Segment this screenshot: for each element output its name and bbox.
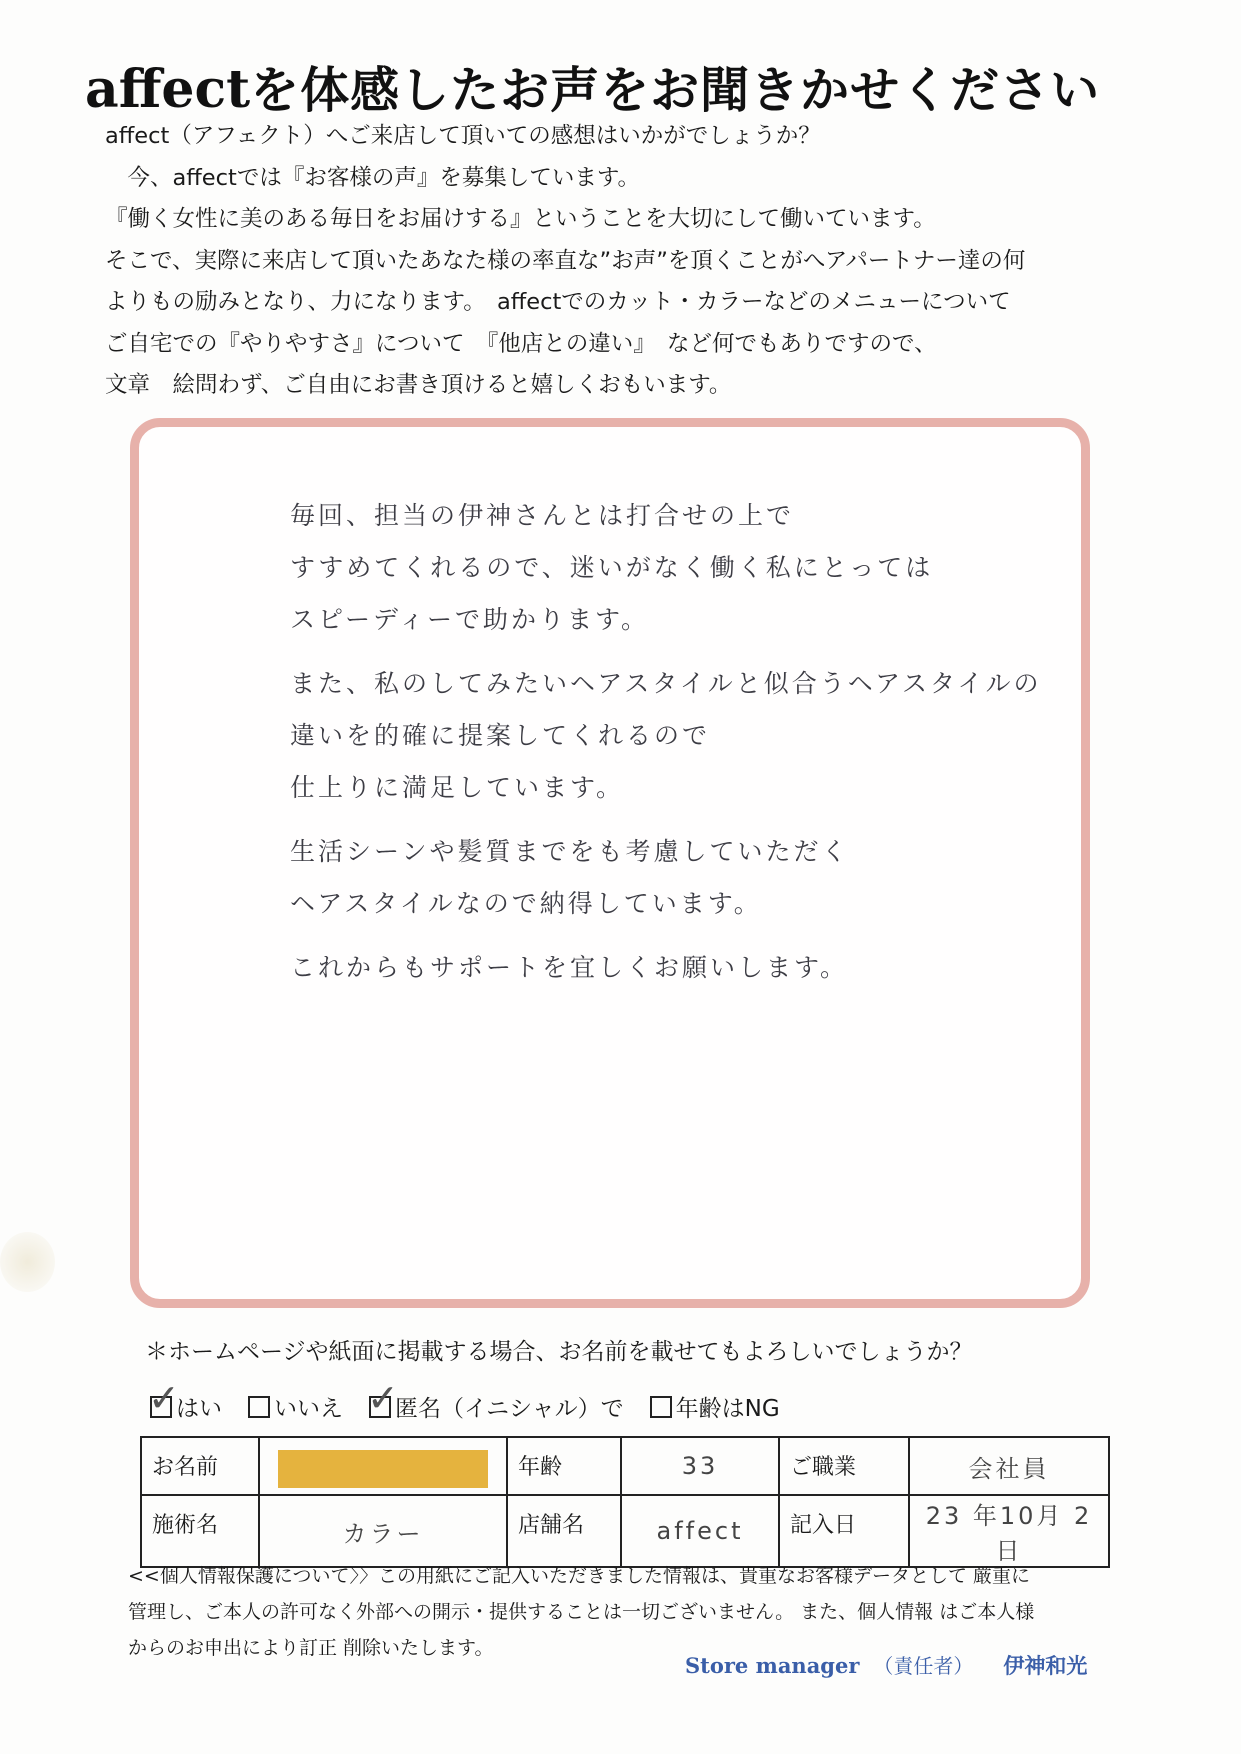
checkbox-no[interactable] — [248, 1396, 270, 1418]
redacted-name — [278, 1450, 488, 1488]
store-manager-signature — [685, 1650, 1087, 1680]
date-label: 記入日 — [779, 1495, 909, 1567]
name-field[interactable] — [259, 1437, 507, 1495]
title-text: を体感したお声をお聞きかせください — [250, 62, 1101, 119]
option-age-ng[interactable] — [650, 1390, 780, 1423]
job-label: ご職業 — [779, 1437, 909, 1495]
message-line: 毎回、担当の伊神さんとは打合せの上で — [290, 501, 795, 530]
privacy-line: 管理し、ご本人の許可なく外部への開示・提供することは一切ございません。 また、個人情報 はご本人様 — [128, 1601, 1035, 1623]
option-label: いいえ — [274, 1396, 343, 1422]
checkbox-yes[interactable] — [148, 1375, 180, 1420]
date-field[interactable]: 23 年10月 2日 — [909, 1495, 1109, 1567]
intro-text — [105, 116, 1125, 407]
store-field[interactable]: affect — [621, 1495, 779, 1567]
intro-line: 文章 絵問わず、ご自由にお書き頂けると嬉しくおもいます。 — [105, 372, 732, 398]
consent-options — [148, 1375, 806, 1423]
check-mark-icon: ✓ — [148, 1375, 180, 1420]
page-title — [85, 52, 1165, 122]
message-line: 違いを的確に提案してくれるので — [290, 721, 711, 750]
intro-line: ご自宅での『やりやすさ』について 『他店との違い』 など何でもありですので、 — [105, 330, 937, 357]
table-row — [141, 1495, 1109, 1567]
manager-role: （責任者） — [873, 1654, 974, 1678]
consent-question: ＊ホームページや紙面に掲載する場合、お名前を載せてもよろしいでしょうか？ — [145, 1339, 973, 1365]
title-brand: affect — [85, 59, 251, 120]
checkbox-age-ng[interactable] — [650, 1396, 672, 1418]
paper-stain — [0, 1232, 55, 1292]
age-field[interactable]: 33 — [621, 1437, 779, 1495]
option-anonymous[interactable] — [367, 1375, 624, 1423]
table-row — [141, 1437, 1109, 1495]
message-line: 仕上りに満足しています。 — [290, 773, 625, 802]
option-label: 年齢はNG — [675, 1396, 780, 1422]
message-line: 生活シーンや髪質までをも考慮していただく — [290, 837, 850, 866]
check-mark-icon: ✓ — [367, 1375, 399, 1420]
handwritten-message — [290, 490, 1070, 994]
manager-name: 伊神和光 — [1003, 1653, 1088, 1678]
store-label: 店舗名 — [507, 1495, 621, 1567]
message-line: これからもサポートを宜しくお願いします。 — [290, 953, 849, 982]
message-line: また、私のしてみたいヘアスタイルと似合うヘアスタイルの — [290, 669, 1042, 698]
intro-line: 『働く女性に美のある毎日をお届けする』ということを大切にして働いています。 — [105, 206, 936, 232]
name-label: お名前 — [141, 1437, 259, 1495]
message-line: すすめてくれるので、迷いがなく働く私にとっては — [290, 553, 934, 582]
privacy-line: <<個人情報保護について〉〉この用紙にご記入いただきました情報は、貴重なお客様データとして 厳重に — [128, 1565, 1031, 1587]
customer-info-table — [140, 1436, 1110, 1568]
option-no[interactable] — [248, 1390, 343, 1423]
option-label: 匿名（イニシャル）で — [395, 1396, 624, 1422]
message-line: スピーディーで助かります。 — [290, 605, 650, 634]
intro-line: 今、affectでは『お客様の声』を募集しています。 — [105, 164, 641, 191]
privacy-line: からのお申出により訂正 削除いたします。 — [128, 1637, 494, 1659]
job-field[interactable]: 会社員 — [909, 1437, 1109, 1495]
intro-line: affect（アフェクト）へご来店して頂いての感想はいかがでしょうか？ — [105, 123, 821, 149]
intro-line: そこで、実際に来店して頂いたあなた様の率直な”お声”を頂くことがへアパートナー達の何 — [105, 247, 1026, 274]
message-line: ヘアスタイルなので納得しています。 — [290, 889, 762, 918]
option-yes[interactable] — [148, 1375, 222, 1423]
intro-line: よりもの励みとなり、力になります。 affectでのカット・カラーなどのメニューについて — [105, 289, 1011, 315]
checkbox-anonymous[interactable] — [367, 1375, 399, 1420]
service-field[interactable]: カラー — [259, 1495, 507, 1567]
manager-title: Store manager — [685, 1653, 860, 1678]
service-label: 施術名 — [141, 1495, 259, 1567]
age-label: 年齢 — [507, 1437, 621, 1495]
option-label: はい — [176, 1396, 222, 1422]
